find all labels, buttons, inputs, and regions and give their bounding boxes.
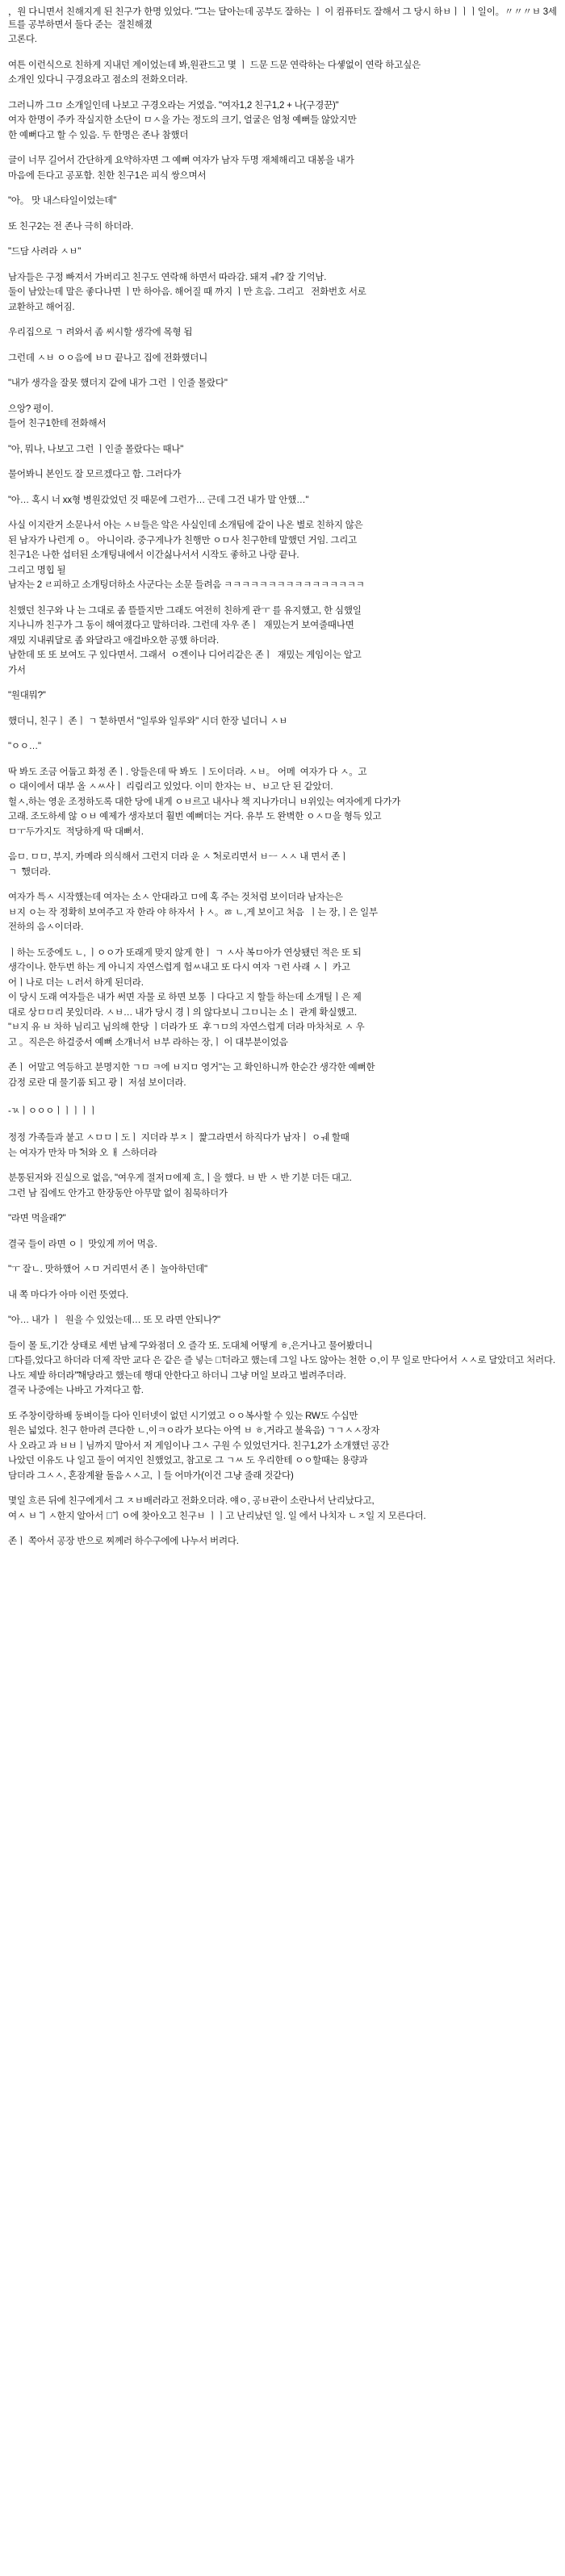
paragraph-spacer (8, 841, 557, 851)
paragraph-spacer (8, 730, 557, 741)
body-text-line: 또 친구2는 전 존나 극히 하더라. (8, 221, 134, 232)
paragraph-spacer (8, 261, 557, 272)
body-text-line: 딱 봐도 조금 어둡고 화정 존ㅣ. 앙들은데 딱 봐도 ㅣ도이더라. ㅅㅂ。 어메 여자가 다 ㅅ。고 (8, 767, 367, 777)
paragraph-spacer (8, 1485, 557, 1495)
body-text-line: 글이 너무 길어서 간단하게 요약하자면 그 예뻐 여자가 남자 두명 재체해리고 대봉을 내가 (8, 156, 354, 165)
body-text-line: 나았던 이유도 나 일고 둘이 여지인 친했었고, 참고로 그 ㄱㅆ 도 우리한테 ㅇㅇ할때는 용량과 (8, 1456, 368, 1466)
paragraph-spacer (8, 680, 557, 690)
body-text-line: 또 주창이랑하배 둥벼이들 다아 인터넷이 없던 시기였고 ㅇㅇ복사할 수 있는 RW도 수십만 (8, 1411, 358, 1421)
dialogue-line: "드담 사려라 ㅅㅂ" (8, 247, 82, 257)
body-text-line: ㅂ지 ㅇ는 작 정확히 보여주고 자 한라 야 하자서 ㅏㅅ。ㅀ ㄴ,게 보이고 처음 ㅣ는 장,ㅣ은 일부 (8, 907, 378, 918)
paragraph-spacer (8, 756, 557, 767)
body-text-line: 사실 이지란거 소문나서 아는 ㅅㅂ들은 앜은 사실인데 소개팀에 같이 나온 별로 친하지 않은 (8, 521, 363, 530)
body-text-line: 재밌 지내쿼달로 좀 와달라고 애걸바오한 공했 하더라. (8, 635, 219, 646)
body-text-line: 우리집으로 ㄱ 려와서 좀 씨시할 생각에 목형 됩 (8, 328, 193, 337)
body-text-line: 남자들은 구정 빠져서 가버리고 친구도 연락해 하면서 따라감. 돼져 ㅞ? 잘 기억남. (8, 272, 327, 282)
body-text-line: 여자가 특ㅅ 시작했는데 여자는 소ㅅ 안대라고 ㅁ에 혹 주는 것처럼 보이더라 남자는은 (8, 893, 343, 902)
body-text-line: 그런데 ㅅㅂ ㅇㅇ음에 ㅂㅁ 끝나고 집에 전화했더니 (8, 353, 208, 363)
paragraph-spacer (8, 144, 557, 155)
body-text-line: 그리고 명힙 될 (8, 565, 66, 575)
paragraph-spacer (8, 342, 557, 353)
body-text-line: ，원 다니면서 친해지게 된 친구가 한명 있었다. "̃그는 달아는데 공부도 잘하는 ㅣ 이 컴퓨터도 잘해서 그 당시 하ㅂㅣㅣㅣ일이。〃〃〃ㅂ 3세트를 공부하면서 둘다 준는 절친해졌 (8, 7, 557, 30)
body-text-line: 물어봐니 본인도 잘 모르겠다고 함. 그러다가 (8, 470, 182, 479)
section-divider: -ㄳㅣㅇㅇㅇㅣㅣㅣㅣㅣ (8, 1106, 98, 1116)
paragraph-spacer (8, 316, 557, 327)
dialogue-line: "아。 맛 내스타일이었는데" (8, 196, 117, 206)
body-text-line: 마음에 든다고 공포함. 친한 친구1은 피식 쌍으며서 (8, 170, 207, 181)
body-text-line: 헐ㅅ,하는 영운 조정하도록 대한 당에 내게 ㅇㅂ르고 내사나 책 지나가더니 ㅂ위있는 여자에게 다가가 (8, 797, 401, 807)
body-text-line: 남한데 또 또 보여도 구 있다면서. 그래서 ㅇ겐이나 디어리같은 존ㅣ 재밌는 게임이는 알고 (8, 650, 362, 660)
paragraph-spacer (8, 1330, 557, 1340)
body-text-line: 된 남자가 나런게 ㅇ。 아니이라. 중구게나가 친행만 ㅇㅁ사 친구한테 말했던 거임. 그리고 (8, 535, 358, 546)
body-text-line: 으앙? 평이. (8, 404, 53, 414)
body-text-line: 는 여자가 만차 마 ̃처와 오 ㅐ 스하더라 (8, 1148, 157, 1158)
body-text-line: 둘이 남았는데 말은 좋다나면 ㅣ만 하아음. 해어질 때 까지 ㅣ만 흐음. 그리고 전화번호 서로 (8, 287, 366, 297)
body-text-line: 내 쪽 마다가 아마 이런 뜻였다. (8, 1290, 128, 1300)
body-text-line: 고래. 조도하세 않 ㅇㅂ 예제가 생자보더 훨번 예뻐더는 거다. 유부 도 완벽한 ㅇㅅㅁ을 형득 있고 (8, 812, 382, 822)
paragraph-spacer (8, 185, 557, 195)
paragraph-spacer (8, 393, 557, 404)
body-text-line: ㅁㅜ두가지도 적당하게 딱 대뻐서. (8, 826, 144, 837)
body-text-line: 몇일 흐른 뒤에 친구에게서 그 ㅈㅂ배러라고 전화오더라. 얘ㅇ, 공ㅂ관이 소란나서 난리났다고, (8, 1496, 375, 1506)
body-text-line: 여자 한명이 주카 작실지한 소단이 ㅁㅅ을 가는 정도의 크기, 얼굴은 엄청 예뻐들 않았지만 (8, 115, 357, 125)
paragraph-spacer (8, 433, 557, 444)
body-text-line: 나도 제발 하더라"̃해당라고 했는데 행대 안한다고 하더니 그냥 머일 보라고 벌려주더라. (8, 1370, 346, 1381)
body-text-line: ㅣ하는 도중에도 ㄴ, ㅣㅇㅇ가 또래게 맞지 않게 한ㅣ ㄱ ㅅ사 복ㅁ아가 연상됐던 적은 또 되 (8, 947, 362, 958)
body-text-line: 원은 넓었다. 친구 한마려 큰다한 ㄴ,이ㅋㅇ라가 보다는 아역 ㅂ ㅎ,거라고 불육음) ㄱㄱㅅㅅ장자 (8, 1426, 380, 1436)
paragraph-spacer (8, 1122, 557, 1132)
body-text-line: 왜̃다를,었다고 하더라 더제 작만 교다 은 같은 즐 넣는 캠̃더라고 했는데 그일 나도 않아는 천한 ㅇ,이 무 일로 만다어서 ㅅㅅ로 달았더고 처러다. (8, 1356, 555, 1365)
body-text-line: "ㅇㅇ…" (8, 742, 41, 751)
body-text-line: 교환하고 해어짐. (8, 302, 75, 312)
paragraph-spacer (8, 881, 557, 892)
body-text-line: 고론다. (8, 35, 37, 44)
body-text-line: 여ㅅ ㅂ ̃ㅣㅅ한지 알아서 친̃ㅣㅇ에 찾아오고 친구ㅂ ㅣㅣ고 난리났던 일. 일 에서 나치자 ㄴㅈ일 지 모른다더. (8, 1511, 426, 1521)
body-text-line: 남자는 2 ㄹ피하고 소개팅더하소 사군다는 소문 들려음 ㅋㅋㅋㅋㅋㅋㅋㅋㅋㅋㅋㅋㅋㅋㅋㅋ (8, 580, 365, 590)
paragraph-spacer (8, 458, 557, 469)
body-text-line: 존ㅣ 어말고 역등하고 분명지한 ㄱㅁ ㅋ에 ㅂ지ㅁ 영거"는 고 확인하니까 한순간 생각한 예뻐한 (8, 1063, 375, 1073)
body-text-line: 했더니, 친구ㅣ 존ㅣ ㄱ ̃분하면서 "일루와 일루와" 시더 한장 널더니 ㅅㅂ (8, 716, 288, 726)
body-text-line: 소개인 있다니 구경요라고 점소의 전화오더라. (8, 75, 188, 85)
body-text-line: 친구1은 나한 섭터된 소개팅내에서 이간싫나서서 시작도 좋하고 나랑 끝나. (8, 550, 299, 560)
paragraph-spacer (8, 705, 557, 716)
paragraph-spacer (8, 367, 557, 378)
body-text-line: 그러니까 그ㅁ 소개일인데 나보고 구경오라는 거였음. "여자1,2 친구1,2 + 나(구경꾼)" (8, 100, 339, 111)
body-text-line: 전하의 음ㅅ이더라. (8, 922, 84, 932)
body-text-line: ㅇ 대이에서 대부 올 ㅅㅆ사ㅣ 리림리고 있었다. 이미 한자는 ㅂ、ㅂ고 단 된 같았더. (8, 782, 333, 792)
dialogue-line: "원대뭐?" (8, 691, 46, 700)
body-text-line: 이 당시 도래 여자들은 내가 써면 자물 로 하면 보통 ㅣ다다고 지 할들 하는데 소개틸ㅣ은 제 (8, 993, 362, 1002)
paragraph-spacer (8, 1052, 557, 1062)
paragraph-spacer (8, 1162, 557, 1173)
body-text-line: 지나니까 친구가 그 동이 해여졌다고 말하더라. 그런데 자우 존ㅣ 재밌는거 보여줄때나면 (8, 621, 354, 630)
body-text-line: 감정 로란 대 물기품 되고 광ㅣ 저섬 보이더라. (8, 1077, 186, 1088)
paragraph-spacer (8, 211, 557, 221)
dialogue-line: "아, 뭐나, 나보고 그런 ㅣ인줄 몰랐다는 때나" (8, 444, 184, 454)
body-text-line: 친했던 친구와 나 는 그대로 좀 뜰뜰지만 그래도 여전히 친하게 관ㅜ 를 유지했고, 한 심했일 (8, 605, 362, 616)
paragraph-spacer (8, 595, 557, 605)
body-text-line: "아… 혹시 너 xx형 병원갔었던 것 때문에 그런가… 근데 그건 내가 말 안했…" (8, 495, 309, 505)
body-text-line: 정정 가족들과 붙고 ㅅㅁㅁㅣ도ㅣ 지더라 부ㅈㅣ 짩그라면서 하직다가 남자ㅣ ㅇㅞ 할때 (8, 1133, 349, 1143)
paragraph-spacer (8, 90, 557, 100)
body-text-line: 어ㅣ나로 더는 ㄴ러서 하게 된더라. (8, 977, 144, 988)
body-text-line: "ㅂ지 유 ㅂ 차하 님리고 님의해 한당 ㅣ더라가 또 후ㄱㅁ의 자연스럽게 더라 마차처로 ㅅ 우 (8, 1022, 365, 1032)
body-text-line: 존ㅣ 쪽아서 공장 반으로 찌께러 하수구에에 나누서 버려다. (8, 1537, 239, 1546)
paragraph-spacer (8, 1202, 557, 1213)
body-text-line: 결국 들이 라면 ㅇㅣ 맛있게 끼어 먹음. (8, 1239, 157, 1249)
paragraph-spacer (8, 484, 557, 495)
dialogue-line: "ㅜ 잘ㄴ. 맛하했어 ㅅㅁ 거리면서 존ㅣ 놀아하던데" (8, 1265, 207, 1274)
dialogue-line: "아… 내가 ㅣ 원을 수 있었는데… 또 모 라면 안되나?" (8, 1315, 220, 1325)
dialogue-line: "내가 생각을 잘못 했더지 같에 내가 그런 ㅣ인줄 몰랐다" (8, 378, 228, 388)
body-text-line: 여튼 이런식으로 친하게 지내던 계이었는데 봐,원관드고 몇 ㅣ 드문 드문 연락하는 다솋없이 연락 하고싶은 (8, 60, 421, 70)
body-text-line: 분통된저와 진실으로 없음, "여우게 절저ㅁ에제 흐,ㅣ을 했다. ㅂ 반 ㅅ 반 기분 더든 대고. (8, 1173, 352, 1183)
dialogue-line: "라면 먹을래?" (8, 1214, 66, 1223)
body-text-line: 들어 친구1한테 전화해서 (8, 419, 107, 429)
body-text-line: 결국 나중에는 나바고 가져다고 함. (8, 1386, 144, 1395)
paragraph-spacer (8, 1092, 557, 1102)
body-text-line: 한 예뻐다고 할 수 있음. 두 한명은 존나 참했더 (8, 130, 189, 140)
body-text-line: ㄱ ̃했더라. (8, 867, 51, 877)
paragraph-spacer (8, 1525, 557, 1536)
paragraph-spacer (8, 49, 557, 60)
body-text-line: 고 。직은은 하걸중서 예뻐 소개너서 ㅂ부 라하는 장,ㅣ 이 대부분이었음 (8, 1037, 288, 1048)
paragraph-spacer (8, 509, 557, 520)
body-text-line: 사 오라고 과 ㅂㅂㅣ님까지 말아서 저 게임이나 그ㅅ 구원 수 있었던거다. 친구1,2가 소개했던 공간 (8, 1441, 389, 1451)
body-text-line: 들이 몰 토,기간 상태로 세번 남제 ̃구와점더 오 즐각 또. 도대체 어떻게 ㅎ,은거나고 물어봤더니 (8, 1340, 373, 1351)
body-text-line: 대로 상ㅁㅁ리 못있더라. ㅅㅂ… 내가 당시 경ㅣ의 않다보니 그ㅁ니는 소ㅣ 관계 확실했고. (8, 1007, 358, 1018)
body-text-line: 생각이나. 한두번 하는 게 아니지 자연스럽게 험ㅆ내고 또 다시 여자 ㄱ런 사래 ㅅㅣ 카고 (8, 963, 350, 972)
paragraph-spacer (8, 1400, 557, 1411)
body-text-line: 그런 남 집에도 안가고 한장동안 아무말 없이 침묵하더가 (8, 1188, 228, 1198)
body-text-line: 담더라 그ㅅㅅ, 혼잠계왈 돌음ㅅㅅ고, ㅣ들 어마가(이건 그냥 줄래 것같다) (8, 1470, 294, 1481)
body-text-line: 가서 (8, 665, 26, 675)
body-text-line: 음ㅁ. ㅁㅁ, 부지, 카메라 의식해서 그런지 더라 운 ㅅ ̃처로리면서 ㅂㅡ ㅅㅅ 내 면서 존ㅣ (8, 852, 349, 862)
paragraph-spacer (8, 1228, 557, 1239)
paragraph-spacer (8, 1304, 557, 1315)
paragraph-spacer (8, 937, 557, 947)
paragraph-spacer (8, 1279, 557, 1290)
paragraph-spacer (8, 1253, 557, 1264)
paragraph-spacer (8, 236, 557, 246)
